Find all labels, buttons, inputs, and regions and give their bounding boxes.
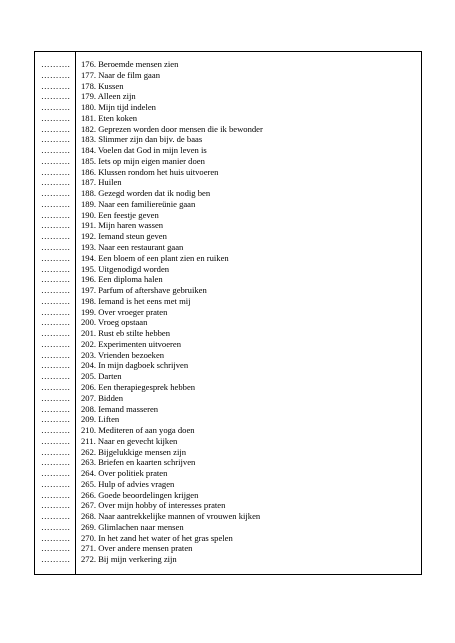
activity-item: 199. Over vroeger praten bbox=[81, 306, 168, 317]
rating-blank: ………. bbox=[41, 231, 71, 242]
rating-blank: ………. bbox=[41, 263, 71, 274]
rating-blank: ………. bbox=[41, 360, 71, 371]
activity-checklist-table bbox=[34, 51, 422, 575]
rating-blank: ………. bbox=[41, 145, 71, 156]
rating-blank: ………. bbox=[41, 112, 71, 123]
rating-blank: ………. bbox=[41, 403, 71, 414]
rating-blank: ………. bbox=[41, 478, 71, 489]
activity-item: 272. Bij mijn verkering zijn bbox=[81, 554, 177, 565]
table-row bbox=[35, 156, 421, 167]
table-row bbox=[35, 436, 421, 447]
rating-blank: ………. bbox=[41, 500, 71, 511]
activity-list bbox=[35, 59, 421, 565]
activity-item: 263. Briefen en kaarten schrijven bbox=[81, 457, 196, 468]
table-row bbox=[35, 479, 421, 490]
table-row bbox=[35, 264, 421, 275]
table-row bbox=[35, 500, 421, 511]
activity-item: 181. Eten koken bbox=[81, 112, 138, 123]
activity-item: 185. Iets op mijn eigen manier doen bbox=[81, 155, 205, 166]
activity-item: 271. Over andere mensen praten bbox=[81, 543, 193, 554]
table-row bbox=[35, 124, 421, 135]
rating-blank: ………. bbox=[41, 435, 71, 446]
table-row bbox=[35, 360, 421, 371]
activity-item: 197. Parfum of aftershave gebruiken bbox=[81, 285, 207, 296]
rating-blank: ………. bbox=[41, 295, 71, 306]
rating-blank: ………. bbox=[41, 166, 71, 177]
table-row bbox=[35, 307, 421, 318]
rating-blank: ………. bbox=[41, 80, 71, 91]
rating-blank: ………. bbox=[41, 381, 71, 392]
rating-blank: ………. bbox=[41, 425, 71, 436]
table-row bbox=[35, 199, 421, 210]
activity-item: 183. Slimmer zijn dan bijv. de baas bbox=[81, 134, 203, 145]
activity-item: 179. Alleen zijn bbox=[81, 91, 136, 102]
table-row bbox=[35, 317, 421, 328]
activity-item: 262. Bijgelukkige mensen zijn bbox=[81, 446, 187, 457]
activity-item: 211. Naar en gevecht kijken bbox=[81, 435, 178, 446]
rating-blank: ………. bbox=[41, 306, 71, 317]
rating-blank: ………. bbox=[41, 543, 71, 554]
rating-blank: ………. bbox=[41, 102, 71, 113]
table-row bbox=[35, 393, 421, 404]
rating-blank: ………. bbox=[41, 242, 71, 253]
rating-blank: ………. bbox=[41, 123, 71, 134]
table-row bbox=[35, 274, 421, 285]
table-row bbox=[35, 457, 421, 468]
table-row bbox=[35, 102, 421, 113]
rating-blank: ………. bbox=[41, 188, 71, 199]
activity-item: 266. Goede beoordelingen krijgen bbox=[81, 489, 199, 500]
table-row bbox=[35, 177, 421, 188]
table-row bbox=[35, 447, 421, 458]
activity-item: 198. Iemand is het eens met mij bbox=[81, 295, 191, 306]
rating-blank: ………. bbox=[41, 489, 71, 500]
table-row bbox=[35, 371, 421, 382]
activity-item: 187. Huilen bbox=[81, 177, 122, 188]
rating-blank: ………. bbox=[41, 59, 71, 69]
table-row bbox=[35, 167, 421, 178]
table-row bbox=[35, 533, 421, 544]
table-row bbox=[35, 554, 421, 565]
rating-blank: ………. bbox=[41, 220, 71, 231]
activity-item: 204. In mijn dagboek schrijven bbox=[81, 360, 189, 371]
table-row bbox=[35, 285, 421, 296]
activity-item: 210. Mediteren of aan yoga doen bbox=[81, 425, 195, 436]
activity-item: 178. Kussen bbox=[81, 80, 124, 91]
rating-blank: ………. bbox=[41, 198, 71, 209]
table-row bbox=[35, 296, 421, 307]
table-row bbox=[35, 328, 421, 339]
rating-blank: ………. bbox=[41, 285, 71, 296]
table-row bbox=[35, 404, 421, 415]
activity-item: 265. Hulp of advies vragen bbox=[81, 478, 175, 489]
rating-blank: ………. bbox=[41, 349, 71, 360]
table-row bbox=[35, 188, 421, 199]
table-row bbox=[35, 425, 421, 436]
table-row bbox=[35, 339, 421, 350]
rating-blank: ………. bbox=[41, 446, 71, 457]
table-row bbox=[35, 242, 421, 253]
activity-item: 188. Gezegd worden dat ik nodig ben bbox=[81, 188, 211, 199]
activity-item: 177. Naar de film gaan bbox=[81, 69, 160, 80]
activity-item: 184. Voelen dat God in mijn leven is bbox=[81, 145, 207, 156]
table-row bbox=[35, 113, 421, 124]
table-row bbox=[35, 543, 421, 554]
activity-item: 205. Darten bbox=[81, 371, 122, 382]
rating-blank: ………. bbox=[41, 371, 71, 382]
activity-item: 191. Mijn haren wassen bbox=[81, 220, 164, 231]
table-row bbox=[35, 210, 421, 221]
activity-item: 209. Liften bbox=[81, 414, 120, 425]
table-row bbox=[35, 414, 421, 425]
table-row bbox=[35, 382, 421, 393]
rating-blank: ………. bbox=[41, 155, 71, 166]
table-row bbox=[35, 81, 421, 92]
table-row bbox=[35, 253, 421, 264]
table-row bbox=[35, 59, 421, 70]
activity-item: 194. Een bloem of een plant zien en ruiken bbox=[81, 252, 229, 263]
activity-item: 202. Experimenten uitvoeren bbox=[81, 338, 181, 349]
rating-blank: ………. bbox=[41, 317, 71, 328]
activity-item: 200. Vroeg opstaan bbox=[81, 317, 148, 328]
rating-blank: ………. bbox=[41, 69, 71, 80]
rating-blank: ………. bbox=[41, 392, 71, 403]
activity-item: 195. Uitgenodigd worden bbox=[81, 263, 170, 274]
rating-blank: ………. bbox=[41, 457, 71, 468]
table-row bbox=[35, 350, 421, 361]
rating-blank: ………. bbox=[41, 177, 71, 188]
rating-blank: ………. bbox=[41, 252, 71, 263]
rating-blank: ………. bbox=[41, 414, 71, 425]
activity-item: 268. Naar aantrekkelijke mannen of vrouwen kijken bbox=[81, 511, 261, 522]
rating-blank: ………. bbox=[41, 554, 71, 565]
activity-item: 201. Rust eb stilte hebben bbox=[81, 328, 171, 339]
rating-blank: ………. bbox=[41, 338, 71, 349]
activity-item: 203. Vrienden bezoeken bbox=[81, 349, 165, 360]
activity-item: 207. Bidden bbox=[81, 392, 124, 403]
table-row bbox=[35, 522, 421, 533]
activity-item: 270. In het zand het water of het gras spelen bbox=[81, 532, 233, 543]
rating-blank: ………. bbox=[41, 328, 71, 339]
activity-item: 182. Geprezen worden door mensen die ik bewonder bbox=[81, 123, 263, 134]
rating-blank: ………. bbox=[41, 532, 71, 543]
activity-item: 192. Iemand steun geven bbox=[81, 231, 167, 242]
activity-item: 269. Glimlachen naar mensen bbox=[81, 521, 184, 532]
rating-blank: ………. bbox=[41, 91, 71, 102]
activity-item: 186. Klussen rondom het huis uitvoeren bbox=[81, 166, 219, 177]
rating-blank: ………. bbox=[41, 468, 71, 479]
activity-item: 176. Beroemde mensen zien bbox=[81, 59, 179, 69]
rating-blank: ………. bbox=[41, 209, 71, 220]
activity-item: 196. Een diploma halen bbox=[81, 274, 163, 285]
activity-item: 193. Naar een restaurant gaan bbox=[81, 242, 184, 253]
table-row bbox=[35, 490, 421, 501]
rating-blank: ………. bbox=[41, 521, 71, 532]
table-row bbox=[35, 220, 421, 231]
activity-item: 206. Een therapiegesprek hebben bbox=[81, 381, 196, 392]
activity-item: 189. Naar een familiereünie gaan bbox=[81, 198, 196, 209]
activity-item: 208. Iemand masseren bbox=[81, 403, 159, 414]
table-row bbox=[35, 231, 421, 242]
rating-blank: ………. bbox=[41, 274, 71, 285]
table-row bbox=[35, 145, 421, 156]
table-row bbox=[35, 91, 421, 102]
table-row bbox=[35, 134, 421, 145]
activity-item: 190. Een feestje geven bbox=[81, 209, 159, 220]
rating-blank: ………. bbox=[41, 511, 71, 522]
rating-blank: ………. bbox=[41, 134, 71, 145]
table-row bbox=[35, 511, 421, 522]
table-row bbox=[35, 70, 421, 81]
activity-item: 180. Mijn tijd indelen bbox=[81, 102, 156, 113]
activity-item: 267. Over mijn hobby of interesses praten bbox=[81, 500, 226, 511]
activity-item: 264. Over politiek praten bbox=[81, 468, 168, 479]
table-row bbox=[35, 468, 421, 479]
